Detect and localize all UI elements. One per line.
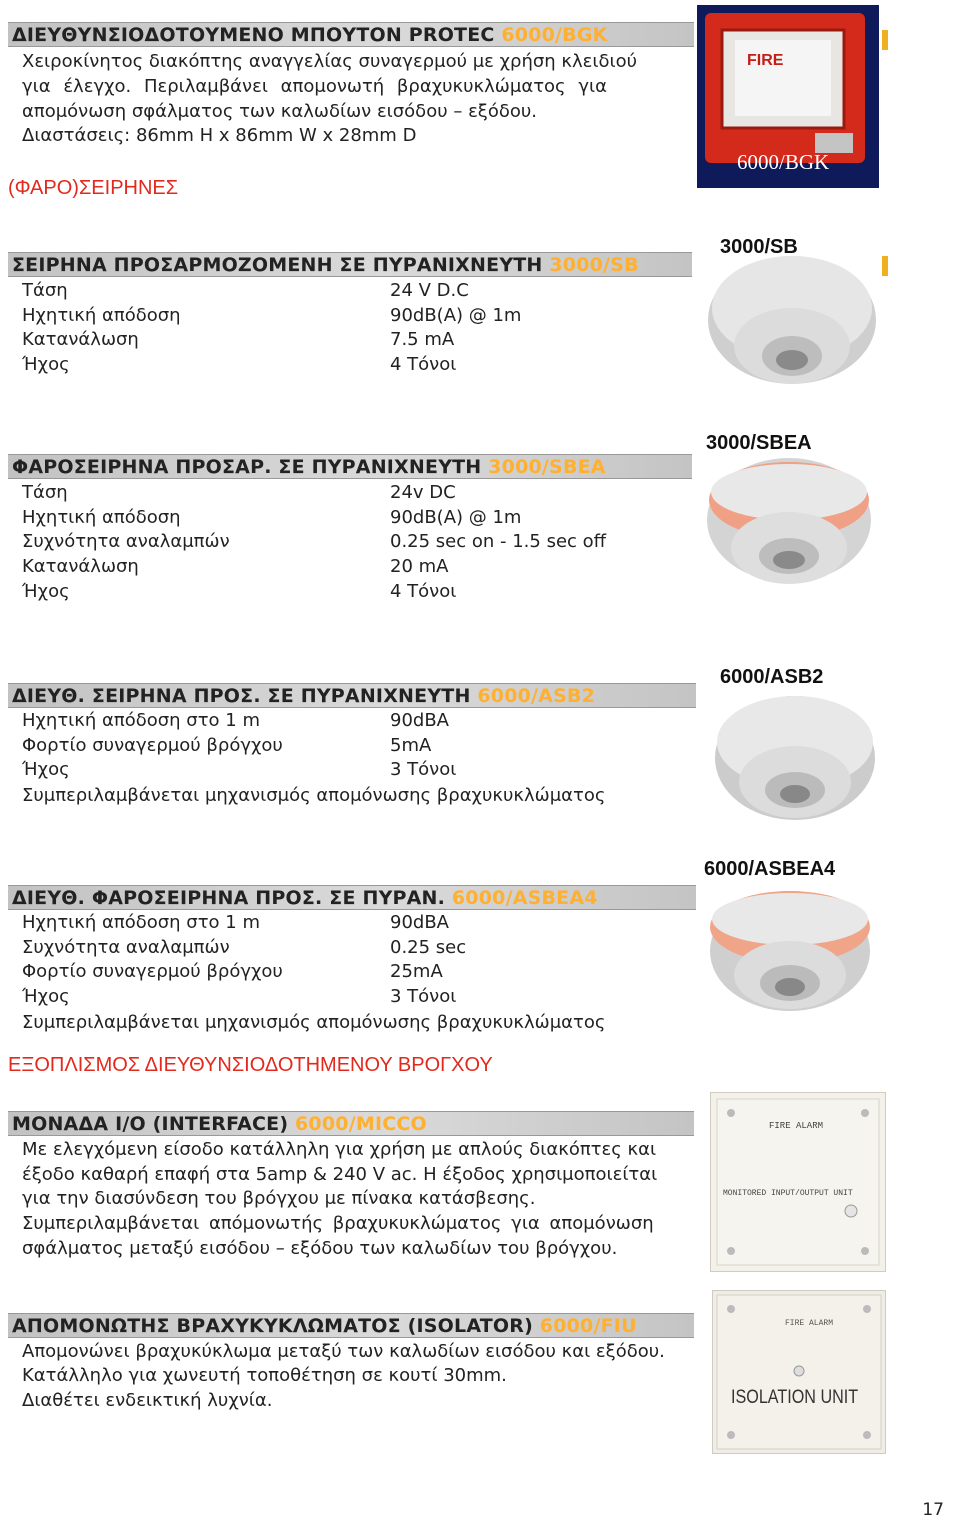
asbea4-photo-label: 6000/ASBEA4	[704, 858, 836, 880]
loop-equipment-heading: ΕΞΟΠΛΙΣΜΟΣ ΔΙΕΥΘΥΝΣΙΟΔΟΤΗΜΕΝΟΥ ΒΡΟΓΧΟΥ	[8, 1054, 493, 1076]
sb-model: 3000/SB	[549, 254, 639, 276]
asb2-photo-label: 6000/ASB2	[720, 666, 824, 688]
bgk-line-1: Χειροκίνητος διακόπτης αναγγελίας συναγερμού με χρήση κλειδιού	[22, 51, 637, 72]
sb-val-3: 4 Τόνοι	[390, 354, 457, 375]
asbea4-spec-1: Συχνότητα αναλαμπών	[22, 937, 230, 958]
asbea4-spec-2: Φορτίο συναγερμού βρόγχου	[22, 961, 283, 982]
fiu-line-2: Κατάλληλο για χωνευτή τοποθέτηση σε κουτί 30mm.	[22, 1365, 507, 1386]
sb-spec-3: Ήχος	[22, 354, 70, 375]
micco-line-3: για την διασύνδεση του βρόγχου με πίνακα κατάσβεσης.	[22, 1188, 536, 1209]
bgk-side-bar	[882, 30, 888, 50]
asb2-header	[8, 683, 696, 708]
micco-photo-top: FIRE ALARM	[769, 1121, 824, 1131]
micco-unit-image	[711, 1093, 885, 1271]
sb-spec-2: Κατανάλωση	[22, 329, 139, 350]
asbea4-header	[8, 885, 696, 910]
asb2-spec-1: Φορτίο συναγερμού βρόγχου	[22, 735, 283, 756]
asb2-spec-2: Ήχος	[22, 759, 70, 780]
sb-spec-0: Τάση	[22, 280, 68, 301]
asbea4-val-0: 90dBA	[390, 912, 449, 933]
asbea4-note: Συμπεριλαμβάνεται μηχανισμός απομόνωσης βραχυκυκλώματος	[22, 1012, 606, 1033]
sb-side-bar	[882, 256, 888, 276]
sbea-header	[8, 454, 692, 479]
fiu-header	[8, 1313, 694, 1338]
asb2-note: Συμπεριλαμβάνεται μηχανισμός απομόνωσης βραχυκυκλώματος	[22, 785, 606, 806]
fiu-line-3: Διαθέτει ενδεικτική λυχνία.	[22, 1390, 273, 1411]
page-number: 17	[922, 1500, 944, 1520]
micco-line-5: σφάλματος μεταξύ εισόδου – εξόδου των καλωδίων του βρόγχου.	[22, 1238, 618, 1259]
fiu-photo	[712, 1290, 886, 1454]
sbea-title: ΦΑΡΟΣΕΙΡΗΝΑ ΠΡΟΣΑΡ. ΣΕ ΠΥΡΑΝΙΧΝΕΥΤΗ	[12, 456, 489, 478]
bgk-line-4: Διαστάσεις: 86mm H x 86mm W x 28mm D	[22, 125, 417, 146]
sbea-val-2: 0.25 sec on - 1.5 sec off	[390, 531, 607, 552]
sb-header	[8, 252, 692, 277]
sbea-spec-3: Κατανάλωση	[22, 556, 139, 577]
micco-line-4: Συμπεριλαμβάνεται απόμονωτής βραχυκυκλώματος για απομόνωση	[22, 1213, 654, 1234]
micco-model: 6000/MICCO	[295, 1113, 427, 1135]
fiu-photo-bottom: ISOLATION UNIT	[731, 1387, 859, 1408]
bgk-title: ΔΙΕΥΘΥΝΣΙΟΔΟΤΟΥΜΕΝΟ ΜΠΟΥΤΟΝ PROTEC	[12, 24, 502, 46]
sbea-photo	[700, 430, 878, 598]
asbea4-val-1: 0.25 sec	[390, 937, 467, 958]
bgk-line-3: απομόνωση σφάλματος των καλωδίων εισόδου – εξόδου.	[22, 101, 538, 122]
asb2-model: 6000/ASB2	[477, 685, 596, 707]
micco-line-1: Με ελεγχόμενη είσοδο κατάλληλη για χρήση με απλούς διακόπτες και	[22, 1139, 657, 1160]
sb-photo	[704, 228, 880, 398]
micco-photo-bottom: MONITORED INPUT/OUTPUT UNIT	[723, 1189, 853, 1198]
fiu-photo-top: FIRE ALARM	[785, 1319, 834, 1328]
micco-header	[8, 1111, 694, 1136]
sbea-spec-4: Ήχος	[22, 581, 70, 602]
micco-line-2: έξοδο καθαρή επαφή στα 5amp & 240 V ac. Η έξοδος χρησιμοποιείται	[22, 1164, 658, 1185]
asbea4-title: ΔΙΕΥΘ. ΦΑΡΟΣΕΙΡΗΝΑ ΠΡΟΣ. ΣΕ ΠΥΡΑΝ.	[12, 887, 452, 909]
sb-photo-label: 3000/SB	[720, 236, 798, 258]
sb-val-1: 90dB(A) @ 1m	[390, 305, 522, 326]
bgk-photo	[697, 5, 879, 188]
sbea-val-1: 90dB(A) @ 1m	[390, 507, 522, 528]
sbea-val-0: 24v DC	[390, 482, 456, 503]
fiu-title: ΑΠΟΜΟΝΩΤΗΣ ΒΡΑΧΥΚΥΚΛΩΜΑΤΟΣ (ISOLATOR)	[12, 1315, 540, 1337]
fiu-line-1: Απομονώνει βραχυκύκλωμα μεταξύ των καλωδίων εισόδου και εξόδου.	[22, 1341, 665, 1362]
sb-title: ΣΕΙΡΗΝΑ ΠΡΟΣΑΡΜΟΖΟΜΕΝΗ ΣΕ ΠΥΡΑΝΙΧΝΕΥΤΗ	[12, 254, 550, 276]
sbea-model: 3000/SBEA	[488, 456, 606, 478]
asbea4-spec-0: Ηχητική απόδοση στο 1 m	[22, 912, 260, 933]
sbea-val-4: 4 Τόνοι	[390, 581, 457, 602]
sbea-photo-label: 3000/SBEA	[706, 432, 812, 454]
asbea4-val-2: 25mA	[390, 961, 443, 982]
asbea4-val-3: 3 Τόνοι	[390, 986, 457, 1007]
micco-photo	[710, 1092, 886, 1272]
asbea4-model: 6000/ASBEA4	[451, 887, 598, 909]
bgk-header	[8, 22, 694, 47]
asb2-val-0: 90dBA	[390, 710, 449, 731]
sb-val-2: 7.5 mA	[390, 329, 455, 350]
sbea-spec-1: Ηχητική απόδοση	[22, 507, 181, 528]
bgk-photo-label: 6000/BGK	[737, 150, 830, 174]
sirens-heading: (ΦΑΡΟ)ΣΕΙΡΗΝΕΣ	[8, 177, 179, 199]
asb2-val-1: 5mA	[390, 735, 432, 756]
asb2-val-2: 3 Τόνοι	[390, 759, 457, 780]
micco-title: ΜΟΝΑΔΑ Ι/Ο (INTERFACE)	[12, 1113, 296, 1135]
fiu-unit-image	[713, 1291, 885, 1453]
sbea-spec-2: Συχνότητα αναλαμπών	[22, 531, 230, 552]
asb2-spec-0: Ηχητική απόδοση στο 1 m	[22, 710, 260, 731]
sbea-siren-image	[700, 430, 878, 598]
sbea-val-3: 20 mA	[390, 556, 449, 577]
button-fire-text: FIRE	[747, 52, 784, 69]
sb-val-0: 24 V D.C	[390, 280, 469, 301]
fiu-model: 6000/FIU	[539, 1315, 637, 1337]
sb-spec-1: Ηχητική απόδοση	[22, 305, 181, 326]
bgk-model: 6000/BGK	[501, 24, 608, 46]
bgk-line-2: για έλεγχο. Περιλαμβάνει απομονωτή βραχυκυκλώματος για	[22, 76, 607, 97]
asbea4-spec-3: Ήχος	[22, 986, 70, 1007]
asb2-photo	[708, 662, 882, 834]
asb2-title: ΔΙΕΥΘ. ΣΕΙΡΗΝΑ ΠΡΟΣ. ΣΕ ΠΥΡΑΝΙΧΝΕΥΤΗ	[12, 685, 478, 707]
sbea-spec-0: Τάση	[22, 482, 68, 503]
asbea4-photo	[700, 855, 880, 1025]
